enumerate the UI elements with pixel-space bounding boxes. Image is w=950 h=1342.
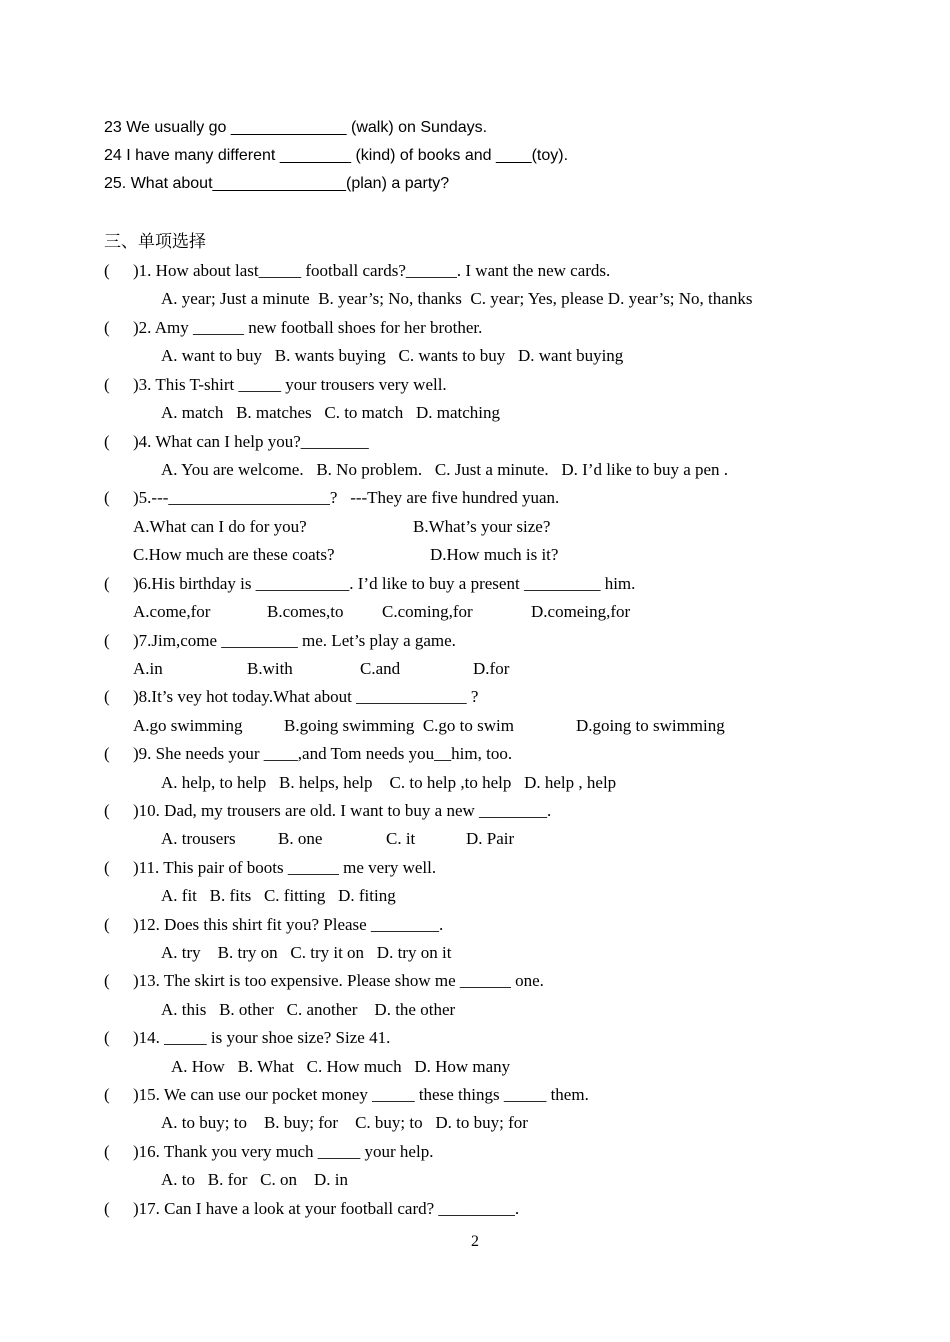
question-7-option-d: D.for (473, 659, 510, 678)
answer-paren: ( (104, 261, 110, 280)
answer-paren: ( (104, 744, 110, 763)
question-9-options: A. help, to help B. helps, help C. to help ,to help D. help , help (161, 773, 617, 792)
question-8: )8.It’s vey hot today.What about _____________ ? (133, 687, 479, 706)
answer-paren: ( (104, 971, 110, 990)
question-6: )6.His birthday is ___________. I’d like to buy a present _________ him. (133, 574, 636, 593)
question-12: )12. Does this shirt fit you? Please ________. (133, 915, 444, 934)
question-16: )16. Thank you very much _____ your help. (133, 1142, 434, 1161)
fill-in-line-25: 25. What about_______________(plan) a party? (104, 175, 450, 192)
question-15-options: A. to buy; to B. buy; for C. buy; to D. to buy; for (161, 1113, 528, 1132)
question-6-option-d: D.comeing,for (531, 602, 631, 621)
question-8-option-a: A.go swimming (133, 716, 243, 735)
answer-paren: ( (104, 1085, 110, 1104)
answer-paren: ( (104, 375, 110, 394)
question-5-option-b: B.What’s your size? (413, 517, 551, 536)
fill-in-line-23: 23 We usually go _____________ (walk) on Sundays. (104, 119, 488, 136)
answer-paren: ( (104, 687, 110, 706)
question-16-options: A. to B. for C. on D. in (161, 1170, 348, 1189)
question-3-options: A. match B. matches C. to match D. matching (161, 403, 500, 422)
question-5-option-c: C.How much are these coats? (133, 545, 335, 564)
question-2-options: A. want to buy B. wants buying C. wants to buy D. want buying (161, 346, 624, 365)
question-7-option-a: A.in (133, 659, 163, 678)
question-10-option-d: D. Pair (466, 829, 515, 848)
question-10-option-b: B. one (278, 829, 323, 848)
question-11-options: A. fit B. fits C. fitting D. fiting (161, 886, 396, 905)
section-title: 三、单项选择 (104, 232, 206, 251)
question-14: )14. _____ is your shoe size? Size 41. (133, 1028, 391, 1047)
answer-paren: ( (104, 915, 110, 934)
question-10-option-c: C. it (386, 829, 416, 848)
answer-paren: ( (104, 1028, 110, 1047)
question-15: )15. We can use our pocket money _____ these things _____ them. (133, 1085, 589, 1104)
question-10: )10. Dad, my trousers are old. I want to buy a new ________. (133, 801, 552, 820)
question-5-option-a: A.What can I do for you? (133, 517, 307, 536)
fill-in-line-24: 24 I have many different ________ (kind) of books and ____(toy). (104, 147, 569, 164)
answer-paren: ( (104, 1199, 110, 1218)
answer-paren: ( (104, 318, 110, 337)
question-7-option-c: C.and (360, 659, 401, 678)
page-number: 2 (471, 1233, 479, 1250)
question-4: )4. What can I help you?________ (133, 432, 369, 451)
question-13-options: A. this B. other C. another D. the other (161, 1000, 456, 1019)
answer-paren: ( (104, 488, 110, 507)
question-6-option-a: A.come,for (133, 602, 211, 621)
question-8-option-bc: B.going swimming C.go to swim (284, 716, 514, 735)
answer-paren: ( (104, 858, 110, 877)
question-5: )5.---___________________? ---They are five hundred yuan. (133, 488, 560, 507)
answer-paren: ( (104, 801, 110, 820)
answer-paren: ( (104, 1142, 110, 1161)
question-17: )17. Can I have a look at your football card? _________. (133, 1199, 520, 1218)
question-3: )3. This T-shirt _____ your trousers very well. (133, 375, 447, 394)
question-14-options: A. How B. What C. How much D. How many (171, 1057, 511, 1076)
question-7-option-b: B.with (247, 659, 293, 678)
question-12-options: A. try B. try on C. try it on D. try on it (161, 943, 452, 962)
question-11: )11. This pair of boots ______ me very well. (133, 858, 437, 877)
answer-paren: ( (104, 574, 110, 593)
question-1-options: A. year; Just a minute B. year’s; No, thanks C. year; Yes, please D. year’s; No, thanks (161, 289, 753, 308)
answer-paren: ( (104, 631, 110, 650)
question-6-option-c: C.coming,for (382, 602, 473, 621)
question-7: )7.Jim,come _________ me. Let’s play a game. (133, 631, 456, 650)
question-13: )13. The skirt is too expensive. Please show me ______ one. (133, 971, 544, 990)
question-8-option-d: D.going to swimming (576, 716, 725, 735)
question-2: )2. Amy ______ new football shoes for her brother. (133, 318, 483, 337)
question-10-option-a: A. trousers (161, 829, 236, 848)
question-9: )9. She needs your ____,and Tom needs you__him, too. (133, 744, 513, 763)
question-4-options: A. You are welcome. B. No problem. C. Just a minute. D. I’d like to buy a pen . (161, 460, 729, 479)
question-1: )1. How about last_____ football cards?______. I want the new cards. (133, 261, 611, 280)
question-5-option-d: D.How much is it? (430, 545, 559, 564)
question-6-option-b: B.comes,to (267, 602, 344, 621)
answer-paren: ( (104, 432, 110, 451)
